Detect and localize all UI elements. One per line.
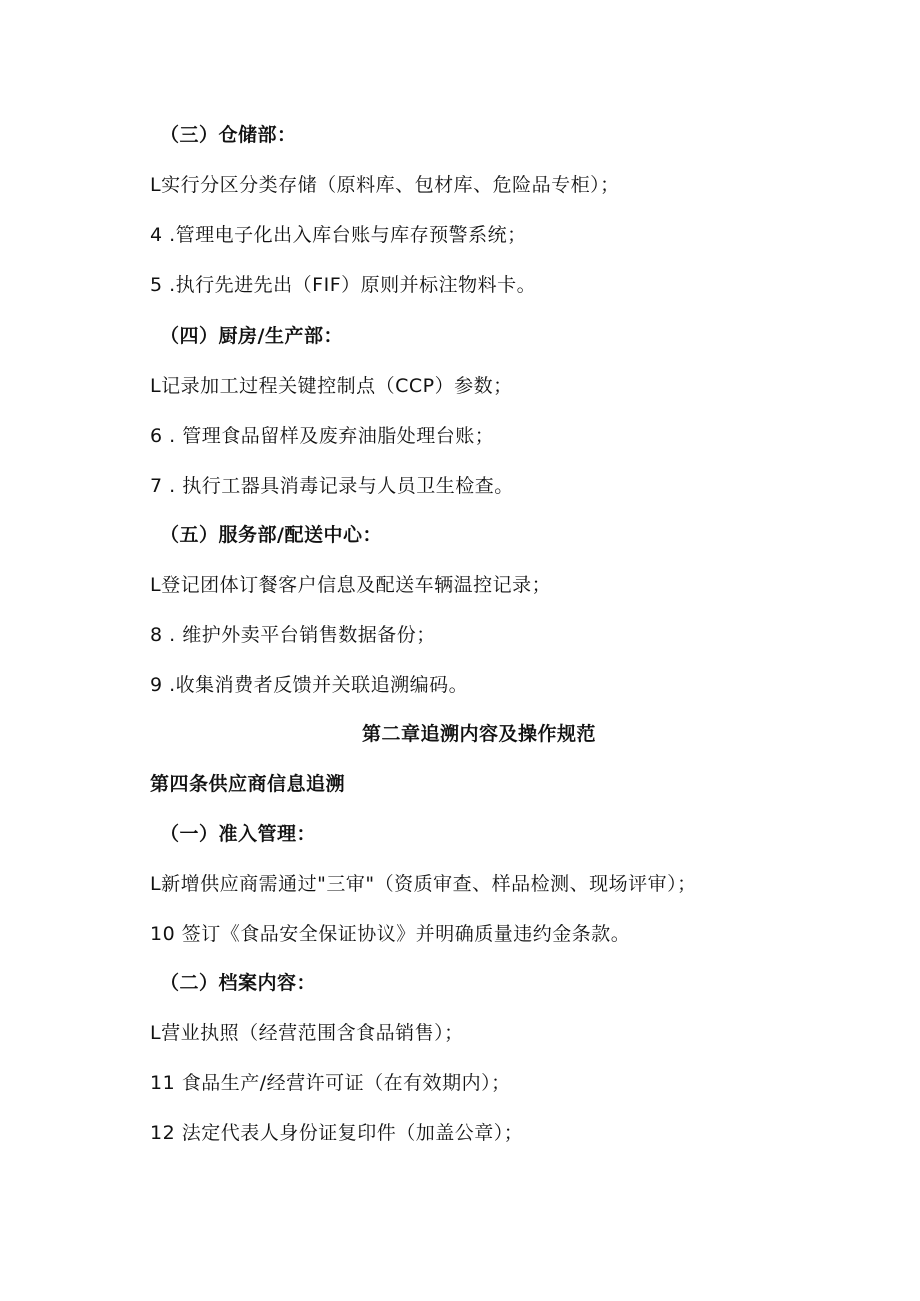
- article-title: 第四条供应商信息追溯: [150, 773, 346, 795]
- section-heading-archive: （二）档案内容：: [160, 972, 317, 994]
- list-item: 12 法定代表人身份证复印件（加盖公章）；: [150, 1122, 524, 1144]
- section-heading-admission: （一）准入管理：: [160, 823, 317, 845]
- chapter-title: 第二章追溯内容及操作规范: [361, 723, 596, 745]
- list-item: 10 签订《食品安全保证协议》并明确质量违约金条款。: [150, 923, 631, 945]
- list-item: 5 .执行先进先出（FIF）原则并标注物料卡。: [150, 274, 537, 296]
- section-heading-service: （五）服务部/配送中心：: [160, 524, 382, 546]
- list-item: 6 . 管理食品留样及废弃油脂处理台账；: [150, 425, 495, 447]
- list-item: L登记团体订餐客户信息及配送车辆温控记录；: [150, 574, 552, 596]
- list-item: L新增供应商需通过"三审"（资质审查、样品检测、现场评审）；: [150, 873, 697, 895]
- section-heading-kitchen: （四）厨房/生产部：: [160, 325, 343, 347]
- list-item: L记录加工过程关键控制点（CCP）参数；: [150, 375, 513, 397]
- list-item: L实行分区分类存储（原料库、包材库、危险品专柜）；: [150, 174, 620, 196]
- list-item: L营业执照（经营范围含食品销售）；: [150, 1022, 464, 1044]
- section-heading-warehouse: （三）仓储部：: [160, 124, 297, 146]
- list-item: 11 食品生产/经营许可证（在有效期内）；: [150, 1072, 511, 1094]
- list-item: 9 .收集消费者反馈并关联追溯编码。: [150, 674, 469, 696]
- list-item: 8 . 维护外卖平台销售数据备份；: [150, 624, 436, 646]
- list-item: 7 . 执行工器具消毒记录与人员卫生检查。: [150, 475, 514, 497]
- list-item: 4 .管理电子化出入库台账与库存预警系统；: [150, 224, 527, 246]
